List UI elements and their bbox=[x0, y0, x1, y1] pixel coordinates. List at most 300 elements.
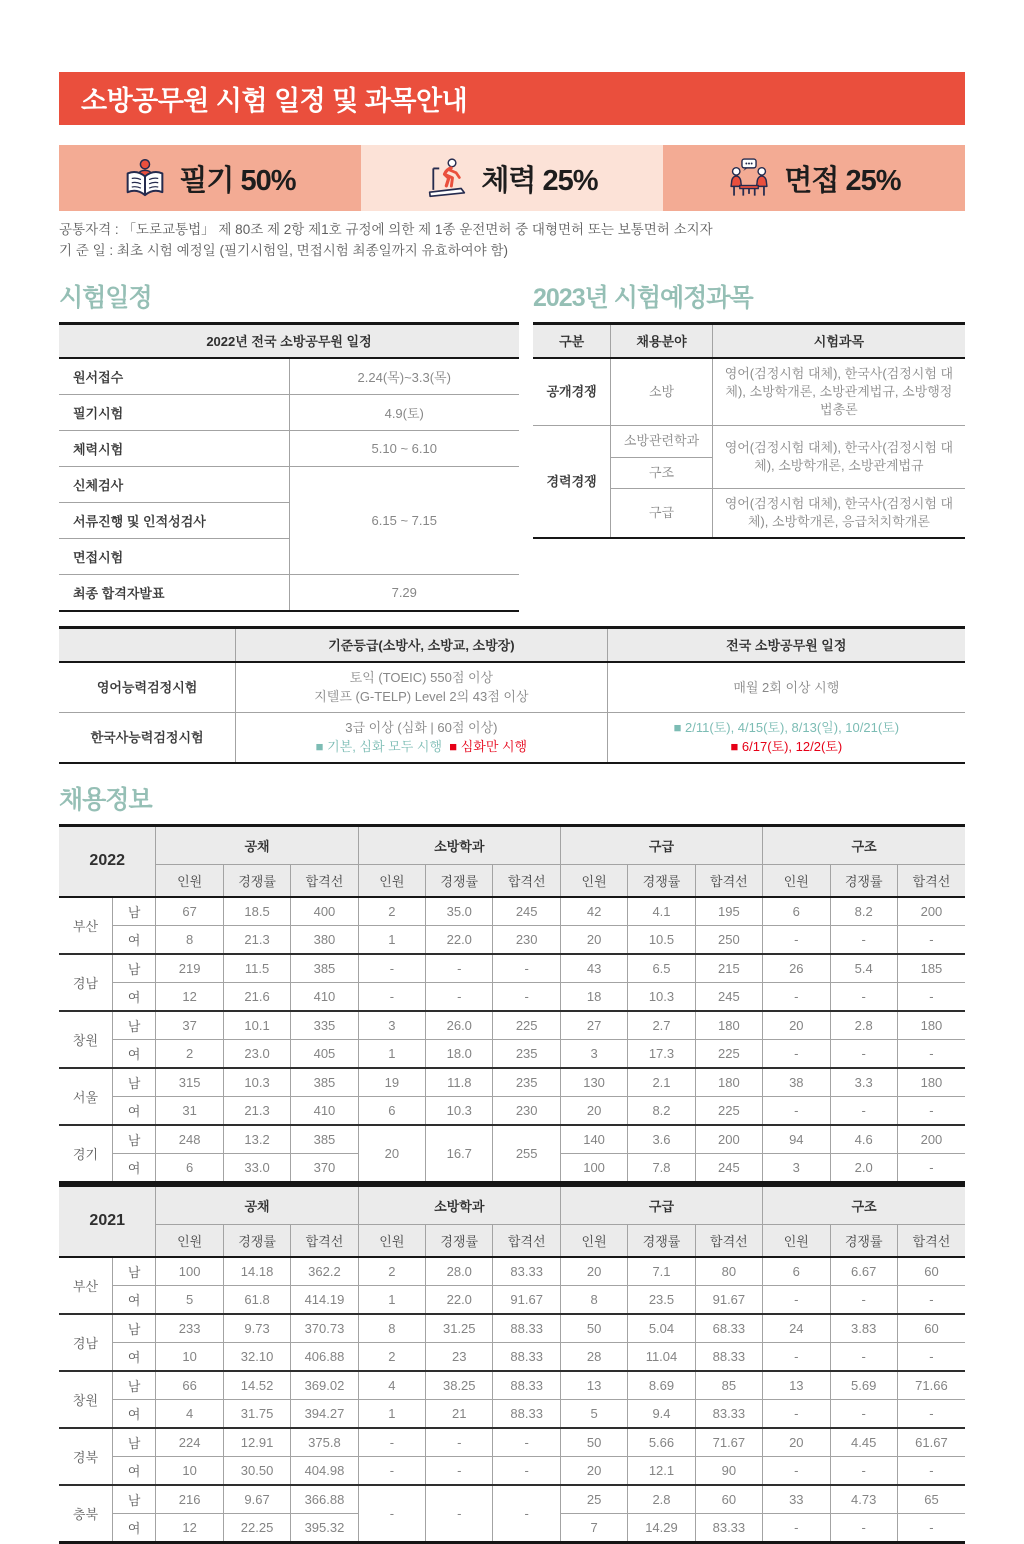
data-cell: - bbox=[426, 954, 493, 983]
subjects-row bbox=[533, 358, 965, 426]
recruit-row bbox=[59, 1068, 965, 1097]
data-cell: 230 bbox=[493, 1096, 560, 1125]
recruitment-table-2021 bbox=[59, 1184, 965, 1544]
subjects-cell: 영어(검정시험 대체), 한국사(검정시험 대체), 소방학개론, 소방관계법규 bbox=[712, 426, 965, 488]
data-cell: 8.2 bbox=[628, 1096, 695, 1125]
recruit-row bbox=[59, 925, 965, 954]
data-cell: 43 bbox=[560, 954, 627, 983]
data-cell: 17.3 bbox=[628, 1039, 695, 1068]
data-cell: 375.8 bbox=[291, 1428, 358, 1457]
region-cell: 창원 bbox=[59, 1371, 112, 1428]
cert-history-dates-red: ■ 6/17(토), 12/2(토) bbox=[730, 739, 843, 755]
data-cell: 385 bbox=[291, 1068, 358, 1097]
data-cell: 245 bbox=[695, 982, 762, 1011]
note-label: 기 준 일 : bbox=[59, 242, 114, 258]
data-cell: - bbox=[358, 954, 425, 983]
group-header: 소방학과 bbox=[358, 1185, 560, 1224]
data-cell: 366.88 bbox=[291, 1485, 358, 1514]
region-cell: 경기 bbox=[59, 1125, 112, 1183]
data-cell: - bbox=[493, 954, 560, 983]
cert-english-grade-line2: 지텔프 (G-TELP) Level 2의 43점 이상 bbox=[314, 689, 529, 705]
sub-header: 인원 bbox=[358, 1224, 425, 1257]
data-cell: - bbox=[493, 1485, 560, 1543]
data-cell: 3.83 bbox=[830, 1314, 897, 1343]
cert-history-grade bbox=[236, 712, 607, 763]
data-cell: 33.0 bbox=[223, 1153, 290, 1182]
data-cell: 20 bbox=[763, 1428, 830, 1457]
schedule-table bbox=[59, 322, 519, 612]
data-cell: 195 bbox=[695, 897, 762, 926]
data-cell: - bbox=[763, 1513, 830, 1542]
gender-cell: 남 bbox=[112, 897, 155, 926]
interview-icon bbox=[727, 157, 771, 199]
cert-english-label: 영어능력검정시험 bbox=[59, 662, 236, 713]
page-title-banner bbox=[59, 72, 965, 125]
gender-cell: 여 bbox=[112, 1039, 155, 1068]
recruit-row bbox=[59, 1314, 965, 1343]
data-cell: 180 bbox=[897, 1011, 965, 1040]
data-cell: 395.32 bbox=[291, 1513, 358, 1542]
gender-cell: 남 bbox=[112, 954, 155, 983]
cert-history-grade-line: 3급 이상 (심화 | 60점 이상) bbox=[345, 719, 498, 735]
treadmill-runner-icon bbox=[426, 157, 468, 199]
data-cell: 20 bbox=[560, 925, 627, 954]
schedule-subjects-section bbox=[59, 262, 965, 612]
data-cell: 13 bbox=[763, 1371, 830, 1400]
data-cell: - bbox=[426, 1456, 493, 1485]
recruit-row bbox=[59, 1285, 965, 1314]
schedule-table-title: 2022년 전국 소방공무원 일정 bbox=[59, 323, 519, 358]
sub-header: 합격선 bbox=[291, 1224, 358, 1257]
subjects-cell: 영어(검정시험 대체), 한국사(검정시험 대체), 소방학개론, 응급처치학개론 bbox=[712, 488, 965, 538]
badge-physical-label: 체력 25% bbox=[481, 164, 598, 197]
schedule-label: 체력시험 bbox=[59, 430, 289, 466]
region-cell: 부산 bbox=[59, 897, 112, 954]
data-cell: 200 bbox=[897, 1125, 965, 1154]
cert-header-empty bbox=[59, 627, 236, 662]
data-cell: 100 bbox=[560, 1153, 627, 1182]
data-cell: 10.1 bbox=[223, 1011, 290, 1040]
data-cell: 410 bbox=[291, 982, 358, 1011]
data-cell: 406.88 bbox=[291, 1342, 358, 1371]
sub-header: 경쟁률 bbox=[628, 1224, 695, 1257]
data-cell: - bbox=[426, 1428, 493, 1457]
data-cell: 362.2 bbox=[291, 1257, 358, 1286]
recruitment-section-title: 채용정보 bbox=[59, 785, 152, 814]
data-cell: 6.67 bbox=[830, 1257, 897, 1286]
schedule-row bbox=[59, 466, 519, 502]
data-cell: - bbox=[763, 1342, 830, 1371]
subjects-cell: 구급 bbox=[611, 488, 713, 538]
subjects-column bbox=[533, 262, 965, 539]
data-cell: 21 bbox=[426, 1399, 493, 1428]
data-cell: 83.33 bbox=[493, 1257, 560, 1286]
data-cell: - bbox=[897, 982, 965, 1011]
cert-header-grade: 기준등급(소방사, 소방교, 소방장) bbox=[236, 627, 607, 662]
data-cell: 250 bbox=[695, 925, 762, 954]
data-cell: 5 bbox=[156, 1285, 223, 1314]
data-cell: 233 bbox=[156, 1314, 223, 1343]
sub-header: 경쟁률 bbox=[426, 864, 493, 897]
data-cell: 22.0 bbox=[426, 925, 493, 954]
data-cell: 38 bbox=[763, 1068, 830, 1097]
data-cell: 30.50 bbox=[223, 1456, 290, 1485]
gender-cell: 남 bbox=[112, 1257, 155, 1286]
data-cell: 100 bbox=[156, 1257, 223, 1286]
data-cell: 1 bbox=[358, 925, 425, 954]
note-text: 「도로교통법」 제 80조 제 2항 제1호 규정에 의한 제 1종 운전면허 중 대형면허 또는 보통면허 소지자 bbox=[122, 222, 713, 237]
data-cell: 90 bbox=[695, 1456, 762, 1485]
data-cell: 19 bbox=[358, 1068, 425, 1097]
cert-english-grade bbox=[236, 662, 607, 713]
data-cell: 4 bbox=[156, 1399, 223, 1428]
recruit-subheader-row bbox=[59, 1224, 965, 1257]
data-cell: 245 bbox=[695, 1153, 762, 1182]
cert-history-schedule bbox=[607, 712, 965, 763]
data-cell: 369.02 bbox=[291, 1371, 358, 1400]
schedule-label: 최종 합격자발표 bbox=[59, 574, 289, 611]
data-cell: 68.33 bbox=[695, 1314, 762, 1343]
data-cell: 50 bbox=[560, 1314, 627, 1343]
data-cell: - bbox=[897, 1513, 965, 1542]
data-cell: 180 bbox=[695, 1011, 762, 1040]
sub-header: 인원 bbox=[358, 864, 425, 897]
data-cell: 85 bbox=[695, 1371, 762, 1400]
page-title: 소방공무원 시험 일정 및 과목안내 bbox=[81, 86, 468, 116]
sub-header: 경쟁률 bbox=[223, 864, 290, 897]
recruit-row bbox=[59, 1428, 965, 1457]
data-cell: 23.0 bbox=[223, 1039, 290, 1068]
group-header: 구조 bbox=[763, 825, 965, 864]
data-cell: 4.45 bbox=[830, 1428, 897, 1457]
data-cell: - bbox=[763, 982, 830, 1011]
data-cell: 245 bbox=[493, 897, 560, 926]
data-cell: - bbox=[830, 1342, 897, 1371]
region-cell: 경북 bbox=[59, 1428, 112, 1485]
data-cell: 14.52 bbox=[223, 1371, 290, 1400]
data-cell: - bbox=[830, 1456, 897, 1485]
group-header: 소방학과 bbox=[358, 825, 560, 864]
data-cell: 8 bbox=[156, 925, 223, 954]
data-cell: 410 bbox=[291, 1096, 358, 1125]
data-cell: 200 bbox=[695, 1125, 762, 1154]
data-cell: 31.75 bbox=[223, 1399, 290, 1428]
data-cell: 400 bbox=[291, 897, 358, 926]
recruit-group-row bbox=[59, 1185, 965, 1224]
data-cell: 66 bbox=[156, 1371, 223, 1400]
recruitment-table-2022 bbox=[59, 824, 965, 1184]
schedule-row bbox=[59, 394, 519, 430]
data-cell: 385 bbox=[291, 954, 358, 983]
schedule-row bbox=[59, 430, 519, 466]
data-cell: 140 bbox=[560, 1125, 627, 1154]
subjects-header-field: 채용분야 bbox=[611, 323, 713, 358]
gender-cell: 여 bbox=[112, 1399, 155, 1428]
data-cell: 16.7 bbox=[426, 1125, 493, 1183]
book-reader-icon bbox=[124, 157, 166, 199]
data-cell: - bbox=[763, 925, 830, 954]
data-cell: 8.69 bbox=[628, 1371, 695, 1400]
data-cell: 6 bbox=[763, 897, 830, 926]
data-cell: 2 bbox=[358, 897, 425, 926]
data-cell: - bbox=[830, 1285, 897, 1314]
data-cell: 20 bbox=[560, 1096, 627, 1125]
data-cell: 27 bbox=[560, 1011, 627, 1040]
data-cell: 71.66 bbox=[897, 1371, 965, 1400]
sub-header: 인원 bbox=[156, 864, 223, 897]
data-cell: 42 bbox=[560, 897, 627, 926]
region-cell: 창원 bbox=[59, 1011, 112, 1068]
legend-advanced-only: ■ 심화만 시행 bbox=[449, 739, 528, 755]
data-cell: 315 bbox=[156, 1068, 223, 1097]
sub-header: 경쟁률 bbox=[830, 1224, 897, 1257]
recruit-row bbox=[59, 1371, 965, 1400]
note-base-date bbox=[59, 241, 965, 262]
cert-history-label: 한국사능력검정시험 bbox=[59, 712, 236, 763]
gender-cell: 여 bbox=[112, 1285, 155, 1314]
data-cell: 255 bbox=[493, 1125, 560, 1183]
data-cell: 3 bbox=[358, 1011, 425, 1040]
schedule-column bbox=[59, 262, 519, 612]
data-cell: 5.69 bbox=[830, 1371, 897, 1400]
data-cell: 35.0 bbox=[426, 897, 493, 926]
data-cell: 180 bbox=[897, 1068, 965, 1097]
data-cell: 61.8 bbox=[223, 1285, 290, 1314]
data-cell: 13 bbox=[560, 1371, 627, 1400]
data-cell: 91.67 bbox=[695, 1285, 762, 1314]
data-cell: - bbox=[897, 1342, 965, 1371]
recruit-row bbox=[59, 897, 965, 926]
data-cell: 20 bbox=[763, 1011, 830, 1040]
data-cell: - bbox=[763, 1039, 830, 1068]
data-cell: - bbox=[830, 1039, 897, 1068]
cert-english-schedule: 매월 2회 이상 시행 bbox=[607, 662, 965, 713]
data-cell: 18 bbox=[560, 982, 627, 1011]
data-cell: 28.0 bbox=[426, 1257, 493, 1286]
data-cell: 1 bbox=[358, 1039, 425, 1068]
cert-english-grade-line1: 토익 (TOEIC) 550점 이상 bbox=[349, 669, 494, 685]
subjects-cell: 경력경쟁 bbox=[533, 426, 611, 538]
group-header: 공채 bbox=[156, 825, 358, 864]
data-cell: 38.25 bbox=[426, 1371, 493, 1400]
data-cell: 80 bbox=[695, 1257, 762, 1286]
data-cell: 2.0 bbox=[830, 1153, 897, 1182]
note-common-qualification bbox=[59, 220, 965, 241]
schedule-label: 신체검사 bbox=[59, 466, 289, 502]
gender-cell: 여 bbox=[112, 1342, 155, 1371]
data-cell: 14.29 bbox=[628, 1513, 695, 1542]
data-cell: 61.67 bbox=[897, 1428, 965, 1457]
badge-written-label: 필기 50% bbox=[179, 164, 296, 197]
legend-basic-advanced: ■ 기본, 심화 모두 시행 bbox=[315, 739, 443, 755]
data-cell: 83.33 bbox=[695, 1399, 762, 1428]
data-cell: 405 bbox=[291, 1039, 358, 1068]
data-cell: 13.2 bbox=[223, 1125, 290, 1154]
data-cell: 10 bbox=[156, 1456, 223, 1485]
data-cell: 8 bbox=[560, 1285, 627, 1314]
data-cell: 3.3 bbox=[830, 1068, 897, 1097]
schedule-value: 6.15 ~ 7.15 bbox=[289, 466, 519, 574]
recruit-row bbox=[59, 1039, 965, 1068]
sub-header: 합격선 bbox=[291, 864, 358, 897]
data-cell: 8.2 bbox=[830, 897, 897, 926]
data-cell: 180 bbox=[695, 1068, 762, 1097]
data-cell: 230 bbox=[493, 925, 560, 954]
data-cell: 21.3 bbox=[223, 1096, 290, 1125]
data-cell: 6 bbox=[763, 1257, 830, 1286]
data-cell: 11.8 bbox=[426, 1068, 493, 1097]
data-cell: 26.0 bbox=[426, 1011, 493, 1040]
data-cell: 3.6 bbox=[628, 1125, 695, 1154]
data-cell: 224 bbox=[156, 1428, 223, 1457]
data-cell: - bbox=[897, 925, 965, 954]
data-cell: 5.4 bbox=[830, 954, 897, 983]
data-cell: 88.33 bbox=[695, 1342, 762, 1371]
recruit-row bbox=[59, 1125, 965, 1154]
data-cell: 8 bbox=[358, 1314, 425, 1343]
schedule-value: 7.29 bbox=[289, 574, 519, 611]
group-header: 구급 bbox=[560, 825, 762, 864]
certification-table bbox=[59, 626, 965, 764]
data-cell: 37 bbox=[156, 1011, 223, 1040]
data-cell: 18.0 bbox=[426, 1039, 493, 1068]
gender-cell: 여 bbox=[112, 1096, 155, 1125]
data-cell: 20 bbox=[560, 1456, 627, 1485]
sub-header: 합격선 bbox=[493, 1224, 560, 1257]
data-cell: 88.33 bbox=[493, 1314, 560, 1343]
sub-header: 경쟁률 bbox=[426, 1224, 493, 1257]
badge-interview bbox=[663, 145, 965, 211]
data-cell: - bbox=[763, 1285, 830, 1314]
data-cell: 31.25 bbox=[426, 1314, 493, 1343]
sub-header: 인원 bbox=[560, 864, 627, 897]
data-cell: 33 bbox=[763, 1485, 830, 1514]
data-cell: 88.33 bbox=[493, 1371, 560, 1400]
sub-header: 인원 bbox=[763, 1224, 830, 1257]
data-cell: 20 bbox=[358, 1125, 425, 1183]
data-cell: 10.3 bbox=[426, 1096, 493, 1125]
data-cell: 31 bbox=[156, 1096, 223, 1125]
data-cell: 12 bbox=[156, 1513, 223, 1542]
data-cell: 32.10 bbox=[223, 1342, 290, 1371]
sub-header: 합격선 bbox=[897, 864, 965, 897]
data-cell: 5 bbox=[560, 1399, 627, 1428]
recruit-row bbox=[59, 1399, 965, 1428]
gender-cell: 남 bbox=[112, 1125, 155, 1154]
data-cell: 248 bbox=[156, 1125, 223, 1154]
data-cell: - bbox=[493, 1456, 560, 1485]
note-text: 최초 시험 예정일 (필기시험일, 면접시험 최종일까지 유효하여야 함) bbox=[116, 242, 509, 258]
sub-header: 인원 bbox=[156, 1224, 223, 1257]
data-cell: 4 bbox=[358, 1371, 425, 1400]
subjects-cell: 영어(검정시험 대체), 한국사(검정시험 대체), 소방학개론, 소방관계법규, 소방행정법총론 bbox=[712, 358, 965, 426]
data-cell: 4.73 bbox=[830, 1485, 897, 1514]
subjects-cell: 소방 bbox=[611, 358, 713, 426]
data-cell: 60 bbox=[897, 1314, 965, 1343]
recruit-row bbox=[59, 1011, 965, 1040]
group-header: 구급 bbox=[560, 1185, 762, 1224]
sub-header: 경쟁률 bbox=[628, 864, 695, 897]
gender-cell: 남 bbox=[112, 1314, 155, 1343]
data-cell: 1 bbox=[358, 1399, 425, 1428]
data-cell: 18.5 bbox=[223, 897, 290, 926]
data-cell: 216 bbox=[156, 1485, 223, 1514]
sub-header: 경쟁률 bbox=[223, 1224, 290, 1257]
data-cell: 185 bbox=[897, 954, 965, 983]
data-cell: 67 bbox=[156, 897, 223, 926]
data-cell: - bbox=[358, 1485, 425, 1543]
data-cell: - bbox=[493, 982, 560, 1011]
data-cell: - bbox=[830, 1399, 897, 1428]
data-cell: 11.5 bbox=[223, 954, 290, 983]
data-cell: 4.1 bbox=[628, 897, 695, 926]
data-cell: - bbox=[897, 1039, 965, 1068]
data-cell: - bbox=[897, 1456, 965, 1485]
cert-row-english bbox=[59, 662, 965, 713]
schedule-row bbox=[59, 574, 519, 611]
region-cell: 부산 bbox=[59, 1257, 112, 1314]
sub-header: 인원 bbox=[763, 864, 830, 897]
data-cell: 9.67 bbox=[223, 1485, 290, 1514]
gender-cell: 남 bbox=[112, 1428, 155, 1457]
data-cell: 65 bbox=[897, 1485, 965, 1514]
data-cell: 130 bbox=[560, 1068, 627, 1097]
schedule-value: 2.24(목)~3.3(목) bbox=[289, 358, 519, 395]
data-cell: 404.98 bbox=[291, 1456, 358, 1485]
data-cell: 2.8 bbox=[628, 1485, 695, 1514]
data-cell: 12.91 bbox=[223, 1428, 290, 1457]
gender-cell: 여 bbox=[112, 925, 155, 954]
data-cell: 6 bbox=[156, 1153, 223, 1182]
data-cell: 235 bbox=[493, 1068, 560, 1097]
subjects-row bbox=[533, 426, 965, 457]
recruit-group-row bbox=[59, 825, 965, 864]
data-cell: 50 bbox=[560, 1428, 627, 1457]
data-cell: 60 bbox=[695, 1485, 762, 1514]
group-header: 구조 bbox=[763, 1185, 965, 1224]
data-cell: 225 bbox=[695, 1039, 762, 1068]
data-cell: - bbox=[830, 1096, 897, 1125]
data-cell: 28 bbox=[560, 1342, 627, 1371]
data-cell: 94 bbox=[763, 1125, 830, 1154]
data-cell: - bbox=[763, 1456, 830, 1485]
recruit-row bbox=[59, 1342, 965, 1371]
data-cell: 200 bbox=[897, 897, 965, 926]
schedule-section-title: 시험일정 bbox=[59, 283, 152, 312]
data-cell: 9.73 bbox=[223, 1314, 290, 1343]
data-cell: - bbox=[426, 982, 493, 1011]
gender-cell: 남 bbox=[112, 1068, 155, 1097]
recruit-body bbox=[59, 1257, 965, 1543]
data-cell: 71.67 bbox=[695, 1428, 762, 1457]
cert-history-dates-teal: ■ 2/11(토), 4/15(토), 8/13(일), 10/21(토) bbox=[673, 719, 900, 735]
data-cell: 24 bbox=[763, 1314, 830, 1343]
data-cell: 370 bbox=[291, 1153, 358, 1182]
schedule-label: 필기시험 bbox=[59, 394, 289, 430]
data-cell: 26 bbox=[763, 954, 830, 983]
data-cell: 22.0 bbox=[426, 1285, 493, 1314]
recruit-row bbox=[59, 1485, 965, 1514]
data-cell: 7 bbox=[560, 1513, 627, 1542]
recruit-row bbox=[59, 1096, 965, 1125]
data-cell: 91.67 bbox=[493, 1285, 560, 1314]
data-cell: 225 bbox=[493, 1011, 560, 1040]
recruit-subheader-row bbox=[59, 864, 965, 897]
gender-cell: 여 bbox=[112, 982, 155, 1011]
schedule-value: 5.10 ~ 6.10 bbox=[289, 430, 519, 466]
recruit-head bbox=[59, 825, 965, 897]
note-label: 공통자격 : bbox=[59, 222, 119, 237]
